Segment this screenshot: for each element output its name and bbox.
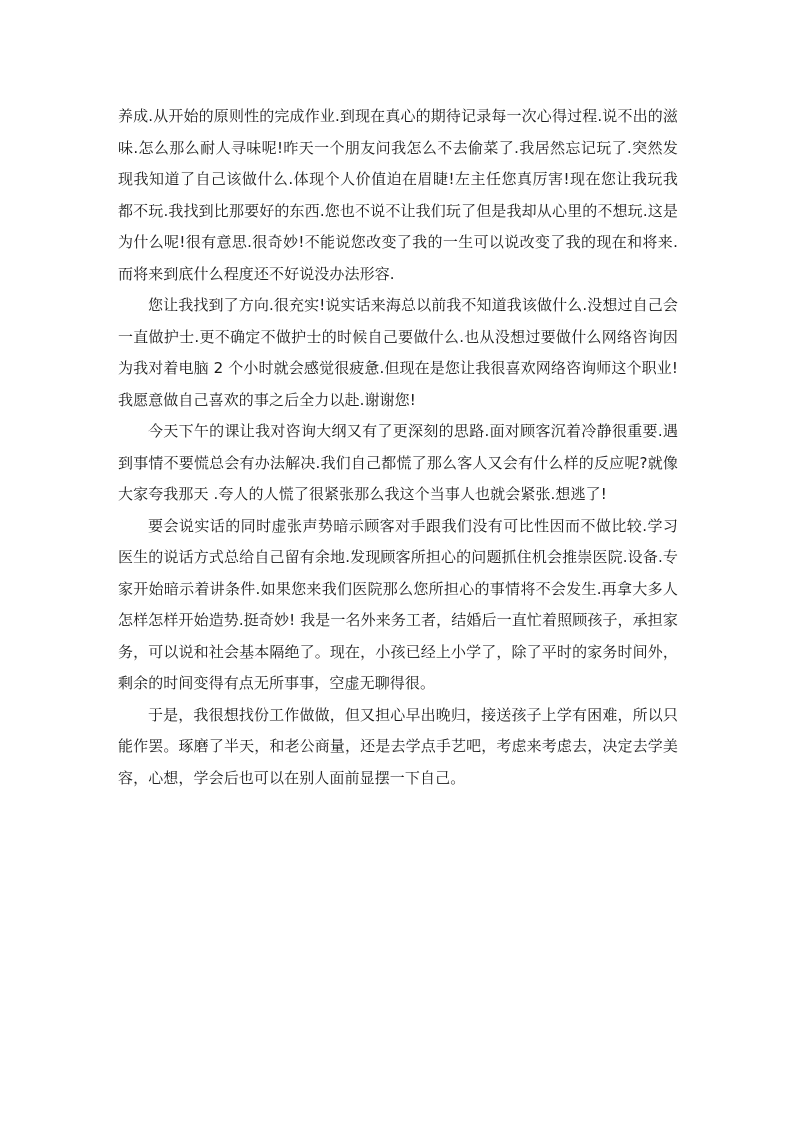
document-body [118, 101, 678, 794]
paragraph-4: 要会说实话的同时虚张声势暗示顾客对手跟我们没有可比性因而不做比较.学习医生的说话方式总给自己留有余地.发现顾客所担心的问题抓住机会推崇医院.设备.专家开始暗示着讲条件.如果您来我们医院那么您所担心的事情将不会发生.再拿大多人怎样怎样开始造势.挺奇妙! 我是一名外来务工者，结婚后一直忙着照顾孩子，承担家务，可以说和社会基本隔绝了。现在，小孩已经上小学了，除了平时的家务时间外，剩余的时间变得有点无所事事，空虚无聊得很。 [118, 516, 678, 692]
paragraph-1: 养成.从开始的原则性的完成作业.到现在真心的期待记录每一次心得过程.说不出的滋味.怎么那么耐人寻味呢!昨天一个朋友问我怎么不去偷菜了.我居然忘记玩了.突然发现我知道了自己该做什么.体现个人价值迫在眉睫!左主任您真厉害!现在您让我玩我都不玩.我找到比那要好的东西.您也不说不让我们玩了但是我却从心里的不想玩.这是为什么呢!很有意思.很奇妙!不能说您改变了我的一生可以说改变了我的现在和将来.而将来到底什么程度还不好说没办法形容. [118, 107, 678, 283]
paragraph-2: 您让我找到了方向.很充实!说实话来海总以前我不知道我该做什么.没想过自己会一直做护士.更不确定不做护士的时候自己要做什么.也从没想过要做什么网络咨询因为我对着电脑 2 个小时就会感觉很疲惫.但现在是您让我很喜欢网络咨询师这个职业!我愿意做自己喜欢的事之后全力以赴.谢谢您! [118, 296, 678, 409]
paragraph-5: 于是，我很想找份工作做做，但又担心早出晚归，接送孩子上学有困难，所以只能作罢。琢磨了半天，和老公商量，还是去学点手艺吧，考虑来考虑去，决定去学美容，心想，学会后也可以在别人面前显摆一下自己。 [118, 705, 678, 787]
paragraph-3: 今天下午的课让我对咨询大纲又有了更深刻的思路.面对顾客沉着冷静很重要.遇到事情不要慌总会有办法解决.我们自己都慌了那么客人又会有什么样的反应呢?就像大家夸我那天 .夸人的人慌了很紧张那么我这个当事人也就会紧张.想逃了! [118, 422, 678, 503]
